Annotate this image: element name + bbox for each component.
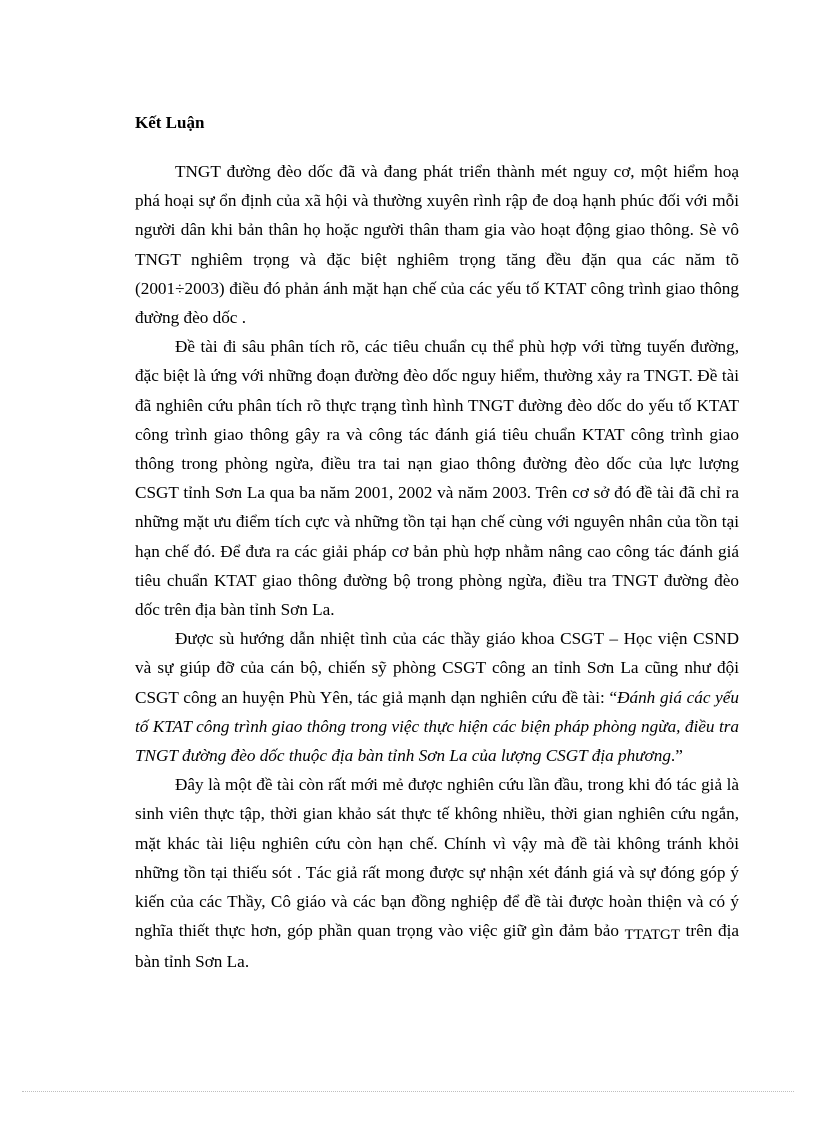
page-title: Kết Luận	[135, 113, 205, 132]
body-text	[135, 157, 739, 977]
abbreviation: TTATGT	[624, 927, 681, 944]
paragraph-3-lead: Được sù hướng dẫn nhiệt tình của các thầy giáo khoa CSGT – Học viện CSND và sự giúp đỡ của cán bộ, chiến sỹ phòng CSGT công an tỉnh Sơn La cũng như đội CSGT công an huyện Phù Yên, tác giả mạnh dạn nghiên cứu đề tài: “	[135, 629, 739, 707]
paragraph-1: TNGT đường đèo dốc đã và đang phát triển thành mét nguy cơ, một hiểm hoạ phá hoại sự ổn định của xã hội và thường xuyên rình rập đe doạ hạnh phúc đối với mỗi người dân khi bản thân họ hoặc người thân tham gia vào hoạt động giao thông. Sè vô TNGT nghiêm trọng và đặc biệt nghiêm trọng tăng đều đặn qua các năm tõ (2001÷2003) điều đó phản ánh mặt hạn chế của các yếu tố KTAT công trình giao thông đường đèo dốc .	[135, 162, 739, 328]
paragraph-3	[135, 624, 739, 770]
paragraph-4	[135, 770, 739, 976]
paragraph-3-tail: .”	[670, 746, 683, 766]
page-bottom-divider	[22, 1091, 794, 1092]
paragraph-4-lead: Đây là một đề tài còn rất mới mẻ được nghiên cứu lần đầu, trong khi đó tác giả là sinh viên thực tập, thời gian khảo sát thực tế không nhiều, thời gian nghiên cứu ngắn, mặt khác tài liệu nghiên cứu còn hạn chế. Chính vì vậy mà đề tài không tránh khỏi những tồn tại thiếu sót . Tác giả rất mong được sự nhận xét đánh giá và sự đóng góp ý kiến của các Thầy, Cô giáo và các bạn đồng nghiệp để đề tài được hoàn thiện và có ý nghĩa thiết thực hơn, góp phần quan trọng vào việc giữ gìn đảm bảo	[135, 775, 739, 941]
thesis-title: Đánh giá các yếu tố KTAT công trình giao thông trong việc thực hiện các biện pháp phòng ngừa, điều tra TNGT đường đèo dốc thuộc địa bàn tỉnh Sơn La của lượng CSGT địa phương	[135, 687, 739, 766]
paragraph-4-tail: trên địa bàn tỉnh Sơn La.	[135, 921, 739, 972]
paragraph-2: Đề tài đi sâu phân tích rõ, các tiêu chuẩn cụ thể phù hợp với từng tuyến đường, đặc biệt là ứng với những đoạn đường đèo dốc nguy hiểm, thường xảy ra TNGT. Đề tài đã nghiên cứu phân tích rõ thực trạng tình hình TNGT đường đèo dốc do yếu tố KTAT công trình giao thông gây ra và công tác đánh giá tiêu chuẩn KTAT công trình giao thông trong phòng ngừa, điều tra tai nạn giao thông đường đèo dốc của lực lượng CSGT tỉnh Sơn La qua ba năm 2001, 2002 và năm 2003. Trên cơ sở đó đề tài đã chỉ ra những mặt ưu điểm tích cực và những tồn tại hạn chế cùng với nguyên nhân của tồn tại hạn chế đó. Để đưa ra các giải pháp cơ bản phù hợp nhằm nâng cao công tác đánh giá tiêu chuẩn KTAT giao thông đường bộ trong phòng ngừa, điều tra TNGT đường đèo dốc trên địa bàn tỉnh Sơn La.	[135, 337, 739, 620]
